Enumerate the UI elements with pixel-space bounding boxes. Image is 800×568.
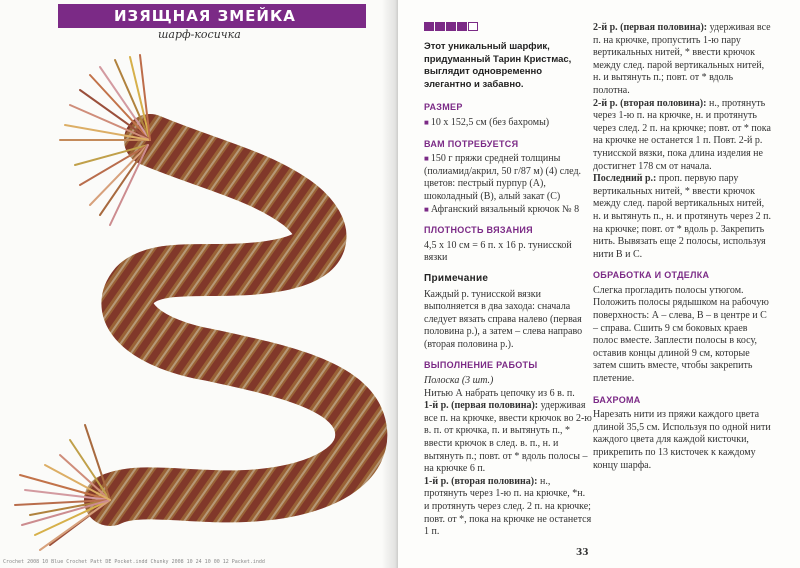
right-column-1 [424, 22, 592, 539]
difficulty-block [457, 22, 467, 31]
finishing-text: Слегка прогладить полосы утюгом. Положить полосы рядышком на рабочую поверхность: А – слева, В – в центре и С – справа. Сшить 9 см боковых краев полос вместе. Заплести полосы в косу, оставив концы длиной 9 см, которые затем сшить вместе, чтобы закрепить плетение. [593, 284, 769, 385]
gauge-text: 4,5 х 10 см = 6 п. х 16 р. тунисской вязки [424, 239, 572, 264]
fringe-heading: БАХРОМА [593, 394, 641, 405]
materials-item: ■ Афганский вязальный крючок № 8 [424, 203, 580, 215]
print-slug: Crochet 2008 10 Blue Crochet Patt DE Pocket.indd Chunky 2008 10 24 10 00 12 Packet.indd [3, 559, 265, 565]
size-text: ■ 10 х 152,5 см (без бахромы) [424, 116, 550, 128]
page-number: 33 [576, 548, 589, 558]
row2-second-half: 2-й р. (вторая половина): н., протянуть через 1-ю п. на крючке, н. и протянуть через след. 2 п. на крючке; повт. от * пока на крючке не останется 1 п. Повт. 2-й р. тунисской вязки, пока длина изделия не достигнет 178 см от начала. [593, 97, 771, 172]
size-heading: РАЗМЕР [424, 102, 463, 113]
materials-item: ■ 150 г пряжи средней толщины (полиамид/акрил, 50 г/87 м) (4) след. цветов: пестрый пурпур (А), шоколадный (В), алый закат (С) [424, 153, 582, 202]
finishing-heading: ОБРАБОТКА И ОТДЕЛКА [593, 270, 710, 281]
note-heading: Примечание [424, 272, 489, 284]
work-start: Нитью А набрать цепочку из 6 в. п. [424, 387, 575, 399]
right-column-2 [593, 22, 771, 472]
materials-heading: ВАМ ПОТРЕБУЕТСЯ [424, 138, 519, 149]
left-page [0, 0, 398, 568]
difficulty-block-empty [468, 22, 478, 31]
work-heading: ВЫПОЛНЕНИЕ РАБОТЫ [424, 360, 538, 371]
page-subtitle: шарф-косичка [158, 28, 241, 41]
scarf-photo [0, 45, 398, 555]
intro-text: Этот уникальный шарфик, придуманный Тарин Кристмас, выглядит одновременно элегантно и забавно. [424, 41, 572, 90]
fringe-text: Нарезать нити из пряжи каждого цвета длиной 35,5 см. Используя по одной нити каждого цвета для каждой кисточки, прикрепить по 13 кисточек к каждому концу шарфа. [593, 409, 771, 471]
difficulty-block [435, 22, 445, 31]
difficulty-rating [424, 22, 592, 31]
bottom-fringe [15, 425, 110, 550]
page-title: ИЗЯЩНАЯ ЗМЕЙКА [114, 7, 296, 25]
right-page [398, 0, 800, 568]
difficulty-block [446, 22, 456, 31]
title-banner [58, 4, 366, 28]
row2-first-half: 2-й р. (первая половина): удерживая все п. на крючке, пропустить 1-ю пару вертикальных нитей, * ввести крючок между след. парой вертикальных нитей, н. и вытянуть п.; повт. от * вдоль полотна. [593, 22, 771, 96]
row1-second-half: 1-й р. (вторая половина): н., протянуть через 1-ю п. на крючке, *н. и протянуть через след. 2 п. на крючке; повт. от *, пока на крючке не останется 1 п. [424, 475, 592, 538]
difficulty-block [424, 22, 434, 31]
gauge-heading: ПЛОТНОСТЬ ВЯЗАНИЯ [424, 225, 533, 236]
top-fringe [60, 55, 150, 225]
last-row: Последний р.: проп. первую пару вертикальных нитей, * ввести крючок между след. парой вертикальных нитей, н. и вытянуть п., н. и протянуть через 2 п. на крючке; повт. от * вдоль р. Закрепить нить. Вывязать еще 2 полосы, используя нити В и С. [593, 173, 771, 260]
note-text: Каждый р. тунисской вязки выполняется в два захода: сначала следует вязать справа налево (первая половина р.), а затем – слева направо (вторая половина р.). [424, 288, 583, 350]
row1-first-half: 1-й р. (первая половина): удерживая все п. на крючке, ввести крючок во 2-ю в. п. от крючка, п. и вытянуть п., * ввести крючок в след. в. п., н. и вытянуть п.; повт. от * вдоль полосы – на крючке 6 п. [424, 400, 592, 475]
work-subheading: Полоска (3 шт.) [424, 375, 494, 387]
